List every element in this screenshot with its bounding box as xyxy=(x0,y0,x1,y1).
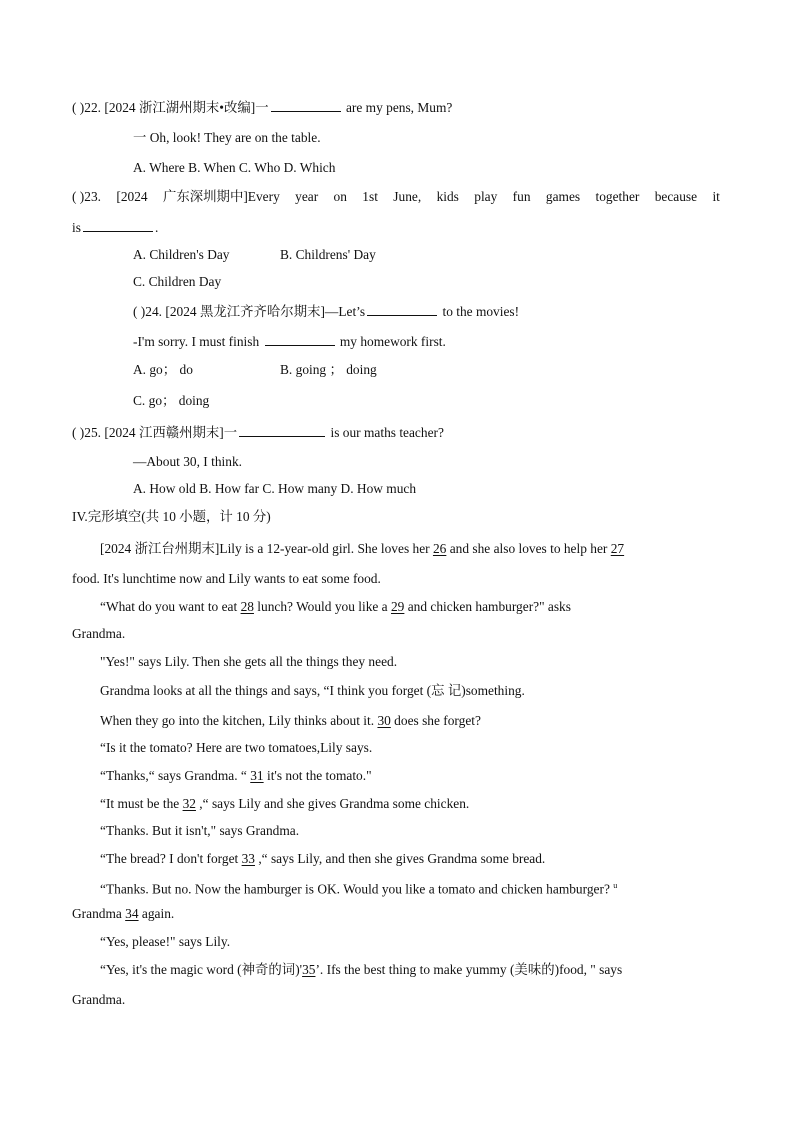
q23-stem-line2: is . xyxy=(72,220,159,235)
q24-blank-1[interactable] xyxy=(367,302,437,316)
passage-line: When they go into the kitchen, Lily thinks about it. 30 does she forget? xyxy=(100,713,481,728)
q25-stem: ( )25. [2024 江西赣州期末]一 is our maths teacher? xyxy=(72,425,444,440)
q24-answer-paren[interactable]: ( ) xyxy=(133,304,146,319)
q23-option-a: A. Children's Day xyxy=(133,247,230,262)
passage-line: [2024 浙江台州期末]Lily is a 12-year-old girl. She loves her 26 and she also loves to help her 27 xyxy=(100,541,625,556)
blank-number-31[interactable]: 31 xyxy=(250,768,264,783)
q24-option-a: A. go； do xyxy=(133,362,193,377)
q23-stem-line1: ( )23. [2024 广东深圳期中]Every year on 1st June, kids play fun games together because it xyxy=(72,189,720,204)
q25-source: 25. [2024 江西赣州期末]一 xyxy=(84,425,238,440)
q24-option-b: B. going ； doing xyxy=(280,362,377,377)
q22-source: 22. [2024 浙江湖州期末•改编]一 xyxy=(84,100,269,115)
blank-number-28[interactable]: 28 xyxy=(240,599,254,614)
passage-line: “Thanks. But no. Now the hamburger is OK. Would you like a tomato and chicken hamburger? $^u$ xyxy=(100,881,618,897)
passage-line: “What do you want to eat 28 lunch? Would you like a 29 and chicken hamburger?" asks xyxy=(100,599,571,614)
passage-line: “The bread? I don't forget 33 ,“ says Lily, and then she gives Grandma some bread. xyxy=(100,851,546,866)
blank-number-29[interactable]: 29 xyxy=(390,599,405,614)
q22-stem-tail: are my pens, Mum? xyxy=(345,100,453,115)
q24-blank-2[interactable] xyxy=(265,332,335,346)
passage-line: “Is it the tomato? Here are two tomatoes,Lily says. xyxy=(100,740,373,755)
passage-line: “Yes, please!" says Lily. xyxy=(100,934,231,949)
passage-line: food. It's lunchtime now and Lily wants to eat some food. xyxy=(72,571,381,586)
blank-number-30[interactable]: 30 xyxy=(377,713,391,728)
blank-number-27[interactable]: 27 xyxy=(610,541,625,556)
q24-option-c: C. go； doing xyxy=(133,393,210,408)
q23-answer-paren[interactable]: ( ) xyxy=(72,189,85,204)
blank-number-34[interactable]: 34 xyxy=(125,906,139,921)
q23-option-c: C. Children Day xyxy=(133,274,222,289)
q24-reply: -I'm sorry. I must finish my homework first. xyxy=(133,334,446,349)
passage-line: Grandma 34 again. xyxy=(72,906,175,921)
q22-answer-paren[interactable]: ( ) xyxy=(72,100,85,115)
q25-options: A. How old B. How far C. How many D. How much xyxy=(133,481,417,496)
passage-line: “It must be the 32 ,“ says Lily and she gives Grandma some chicken. xyxy=(100,796,470,811)
passage-line: "Yes!" says Lily. Then she gets all the things they need. xyxy=(100,654,398,669)
blank-number-32[interactable]: 32 xyxy=(182,796,196,811)
blank-number-35[interactable]: 35 xyxy=(302,962,316,977)
q25-reply: —About 30, I think. xyxy=(133,454,242,469)
q24-stem: ( )24. [2024 黑龙江齐齐哈尔期末]—Let’s to the movies! xyxy=(133,304,520,319)
q23-option-b: B. Childrens' Day xyxy=(280,247,376,262)
passage-line: Grandma. xyxy=(72,626,126,641)
blank-number-26[interactable]: 26 xyxy=(432,541,447,556)
q25-blank[interactable] xyxy=(239,423,325,437)
passage-line: “Yes, it's the magic word (神奇的词)'35’. Ifs the best thing to make yummy (美味的)food, " says xyxy=(100,962,623,977)
q22-stem xyxy=(72,98,452,117)
q23-blank[interactable] xyxy=(83,218,153,232)
blank-number-33[interactable]: 33 xyxy=(241,851,255,866)
q24-source: 24. [2024 黑龙江齐齐哈尔期末]—Let’s xyxy=(145,304,366,319)
q22-reply: 一 Oh, look! They are on the table. xyxy=(133,130,321,145)
passage-line: Grandma looks at all the things and says, “I think you forget (忘 记)something. xyxy=(100,683,525,698)
q22-blank[interactable] xyxy=(271,98,341,112)
section-title: IV.完形填空(共 10 小题，计 10 分) xyxy=(72,509,271,524)
passage-line: “Thanks. But it isn't," says Grandma. xyxy=(100,823,300,838)
q22-options: A. Where B. When C. Who D. Which xyxy=(133,160,336,175)
passage-line: “Thanks,“ says Grandma. “ 31 it's not the tomato." xyxy=(100,768,372,783)
passage-line: Grandma. xyxy=(72,992,126,1007)
q25-answer-paren[interactable]: ( ) xyxy=(72,425,85,440)
